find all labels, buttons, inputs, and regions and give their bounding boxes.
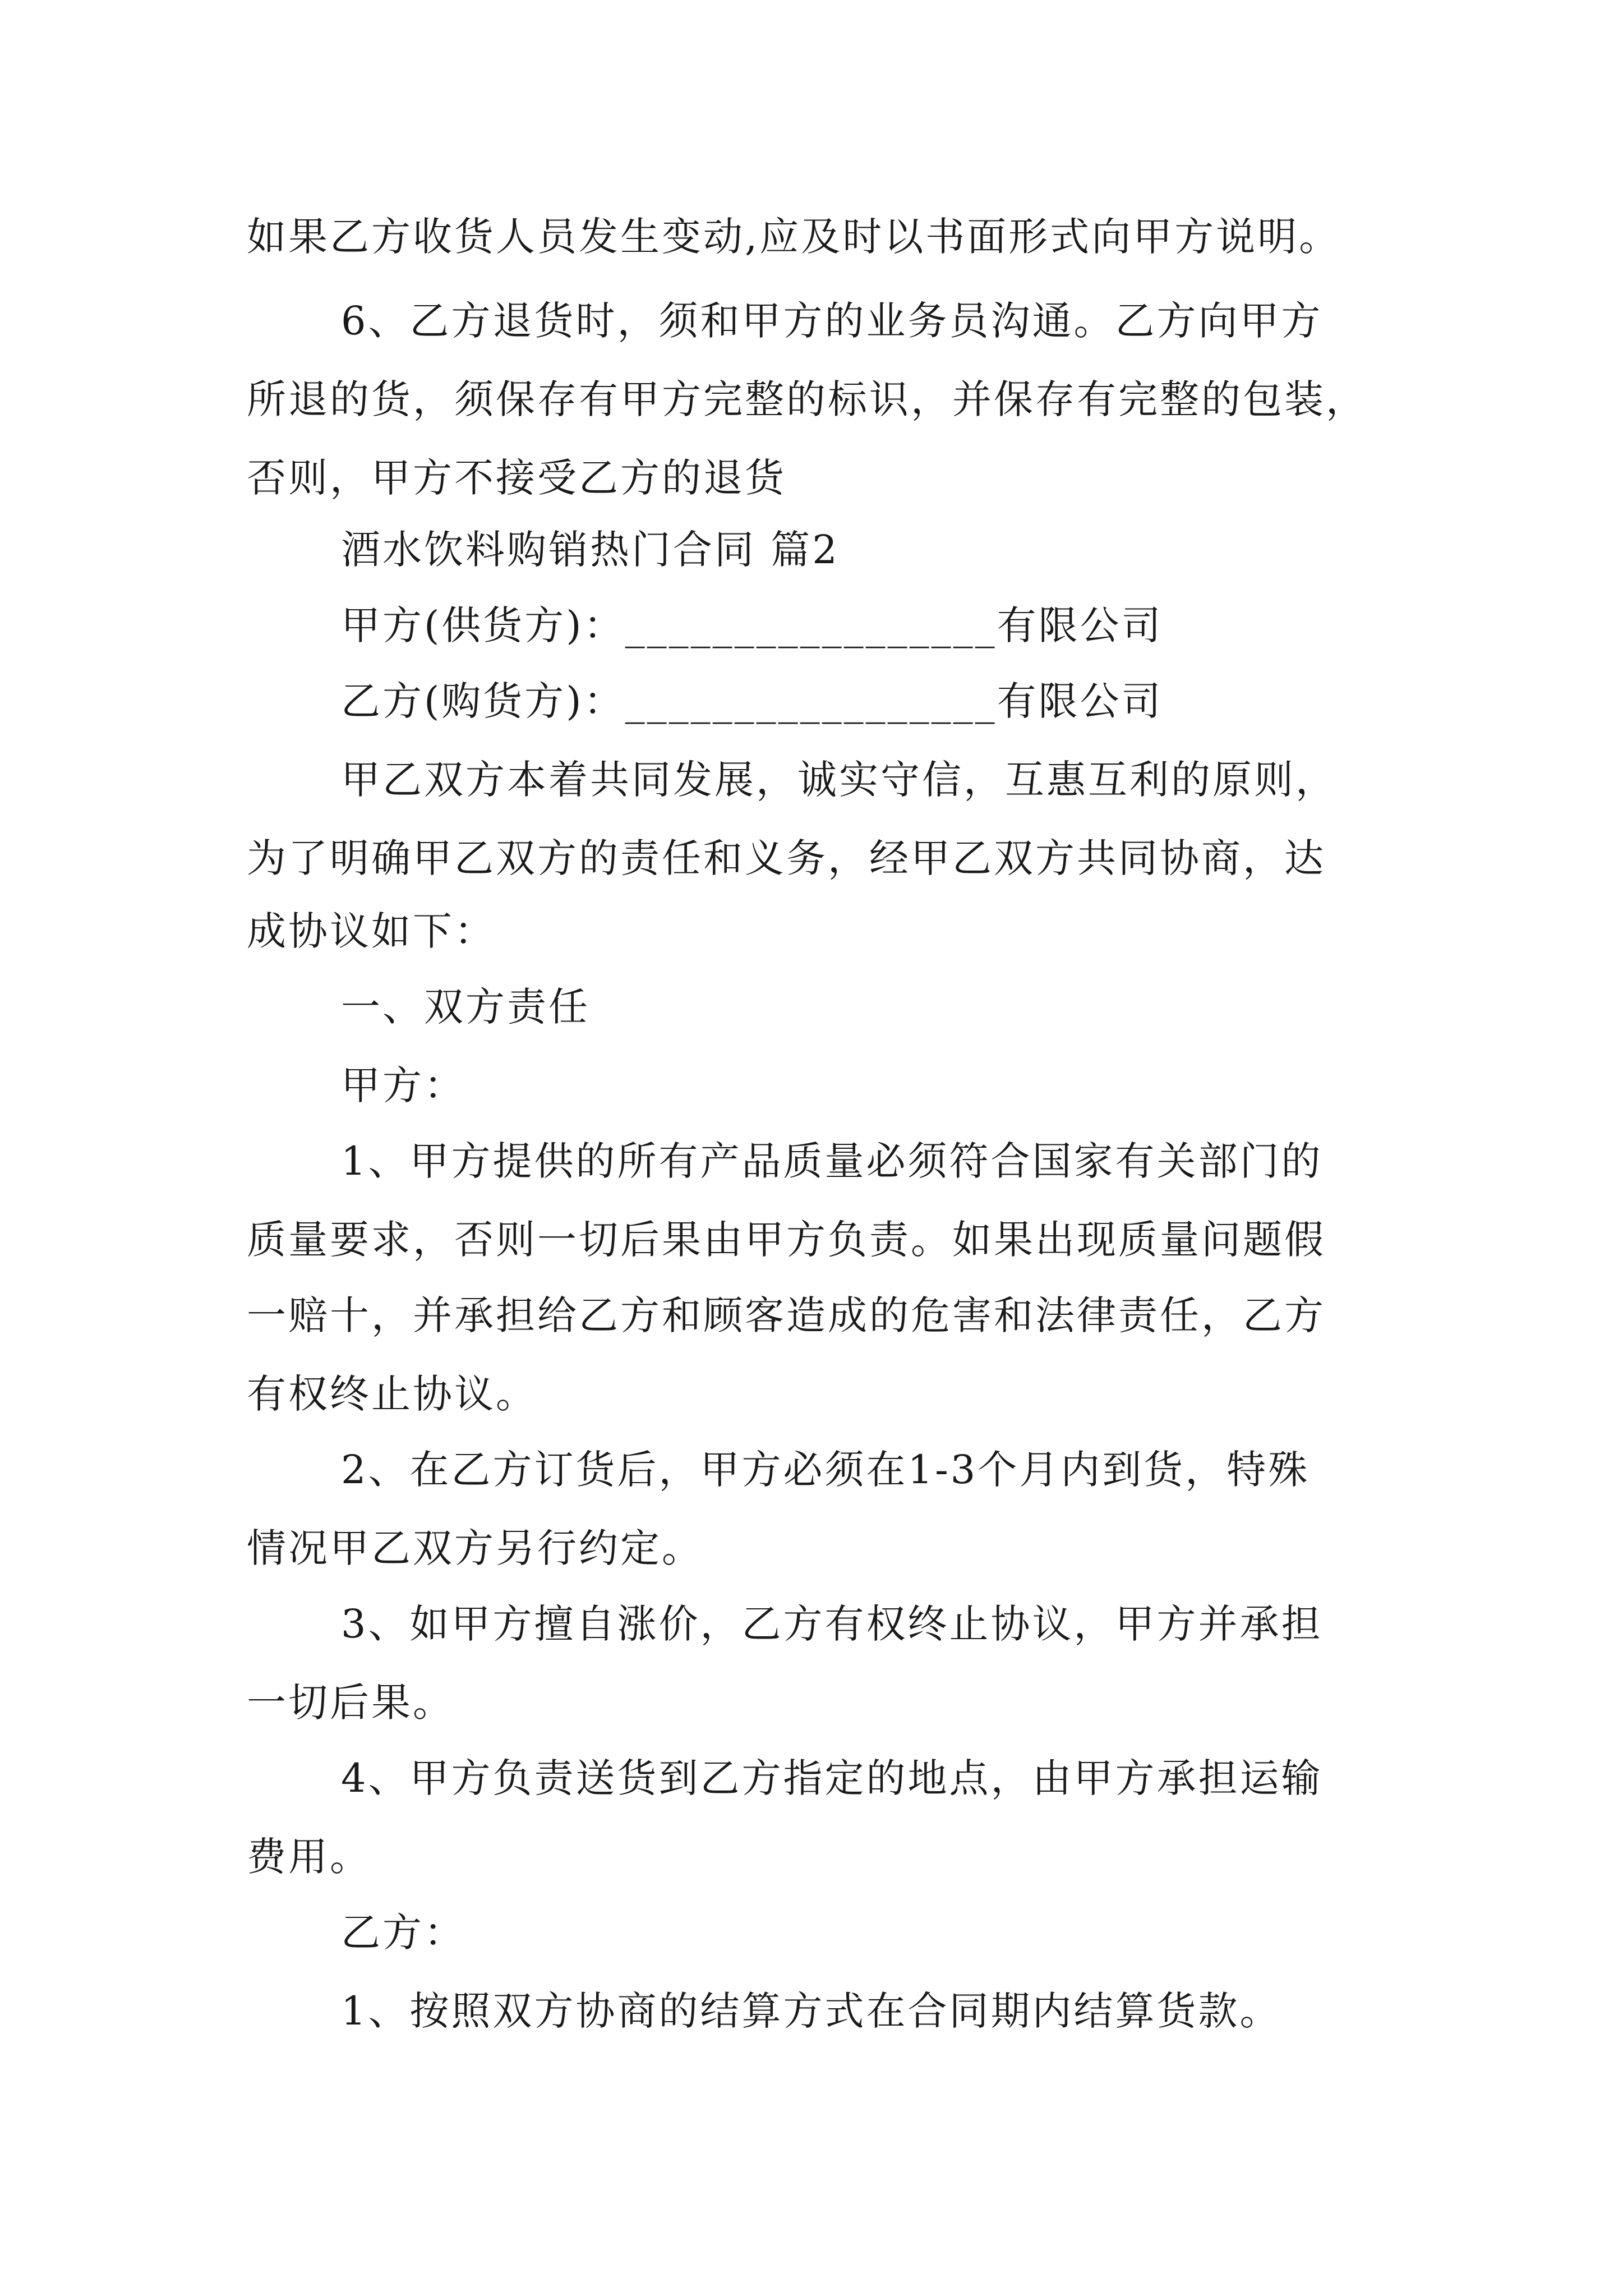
text-line: 成协议如下： (247, 908, 496, 954)
text-line: 3、如甲方擅自涨价，乙方有权终止协议，甲方并承担 (341, 1601, 1323, 1647)
party-label: 甲方： (341, 1062, 465, 1108)
text-line: 4、甲方负责送货到乙方指定的地点，由甲方承担运输 (341, 1755, 1323, 1801)
text-line: 一赔十，并承担给乙方和顾客造成的危害和法律责任，乙方 (247, 1292, 1326, 1338)
text-line: 一切后果。 (247, 1680, 454, 1726)
text-line: 1、按照双方协商的结算方式在合同期内结算货款。 (341, 1988, 1281, 2034)
text-line: 有权终止协议。 (247, 1371, 537, 1417)
text-line: 甲乙双方本着共同发展，诚实守信，互惠互利的原则， (341, 757, 1337, 803)
text-line: 情况甲乙双方另行约定。 (247, 1525, 703, 1571)
text-line: 2、在乙方订货后，甲方必须在1-3个月内到货，特殊 (341, 1447, 1310, 1493)
text-line: 质量要求，否则一切后果由甲方负责。如果出现质量问题假 (247, 1217, 1326, 1263)
text-line: 费用。 (247, 1834, 371, 1880)
text-line: 所退的货，须保存有甲方完整的标识，并保存有完整的包装， (247, 376, 1367, 422)
section-heading: 酒水饮料购销热门合同 篇2 (341, 527, 840, 573)
party-b-line: 乙方(购货方)：_________________有限公司 (341, 678, 1163, 724)
party-label: 乙方： (341, 1910, 465, 1955)
party-a-line: 甲方(供货方)：_________________有限公司 (341, 602, 1163, 648)
text-line: 如果乙方收货人员发生变动,应及时以书面形式向甲方说明。 (247, 214, 1341, 260)
text-line: 否则，甲方不接受乙方的退货 (247, 455, 786, 501)
clause-heading: 一、双方责任 (341, 984, 590, 1030)
text-line: 1、甲方提供的所有产品质量必须符合国家有关部门的 (341, 1138, 1323, 1184)
text-line: 为了明确甲乙双方的责任和义务，经甲乙双方共同协商，达 (247, 835, 1326, 881)
text-line: 6、乙方退货时，须和甲方的业务员沟通。乙方向甲方 (341, 298, 1323, 344)
